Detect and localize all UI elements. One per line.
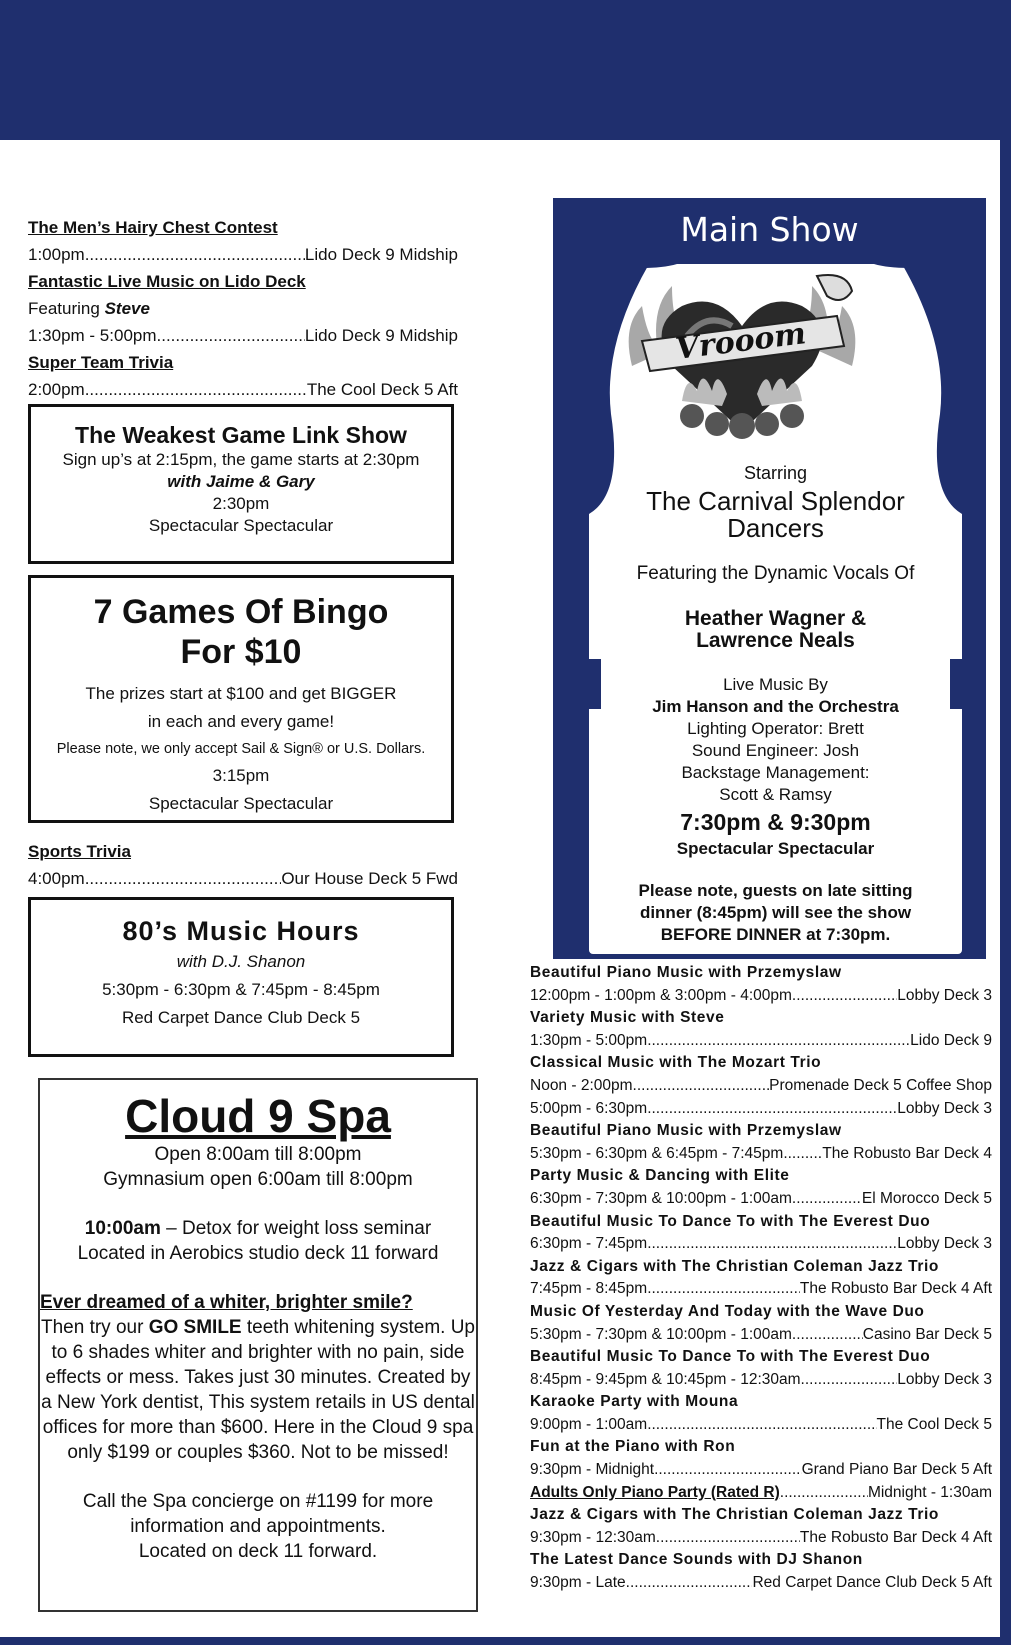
schedule-entry-title: Karaoke Party with Mouna — [530, 1393, 739, 1411]
schedule-entry-time: 7:45pm - 8:45pm — [530, 1280, 648, 1298]
schedule-entry-time: 9:00pm - 1:00am — [530, 1415, 648, 1433]
spa-call: Call the Spa concierge on #1199 for more information and appointments. — [82, 1491, 434, 1537]
schedule-entry-location: Red Carpet Dance Club Deck 5 Aft — [752, 1574, 992, 1592]
event-title: Super Team Trivia — [28, 353, 174, 372]
schedule-entry-time: 9:30pm - Midnight — [530, 1461, 655, 1479]
bingo-box — [28, 575, 454, 823]
dot-leader — [783, 1143, 822, 1166]
schedule-entry — [530, 1549, 992, 1594]
late-sitting-note-1: Please note, guests on late sitting — [638, 881, 913, 900]
event-live-music — [28, 268, 458, 349]
singers-line-1: Heather Wagner & — [684, 607, 867, 630]
music-80s-box — [28, 897, 454, 1057]
singers-line-2: Lawrence Neals — [696, 629, 855, 652]
weakest-time: 2:30pm — [212, 494, 270, 513]
schedule-entry-line — [530, 1030, 992, 1053]
schedule-entry-time: 9:30pm - Late — [530, 1574, 626, 1592]
dot-leader — [626, 1572, 753, 1595]
schedule-entry-title: Music Of Yesterday And Today with the Wave Duo — [530, 1302, 925, 1320]
schedule-entry-time: 6:30pm - 7:45pm — [530, 1235, 648, 1253]
sound-engineer: Sound Engineer: Josh — [691, 741, 860, 760]
schedule-entry-title: Fun at the Piano with Ron — [530, 1438, 736, 1456]
schedule-entry-location: Lobby Deck 3 — [897, 1370, 992, 1388]
event-title: Sports Trivia — [28, 842, 131, 861]
schedule-entry-line — [530, 1527, 992, 1550]
smile-promo — [40, 1315, 476, 1465]
event-time: 4:00pm — [28, 869, 85, 888]
schedule-entry — [530, 1052, 992, 1097]
schedule-entry-location: The Robusto Bar Deck 4 Aft — [799, 1528, 992, 1546]
smile-question: Ever dreamed of a whiter, brighter smile? — [40, 1292, 413, 1313]
featuring-prefix: Featuring — [28, 299, 100, 318]
bingo-title-1: 7 Games Of Bingo — [93, 593, 389, 631]
schedule-entry-time: Adults Only Piano Party (Rated R) — [530, 1483, 780, 1501]
spa-box — [38, 1078, 478, 1612]
bottom-edge-band — [0, 1637, 1011, 1645]
schedule-entry-line — [530, 1459, 992, 1482]
schedule-entry-time: 1:30pm - 5:00pm — [530, 1031, 648, 1049]
event-location: Lido Deck 9 Midship — [304, 245, 458, 264]
schedule-entry-time: 9:30pm - 12:30am — [530, 1528, 656, 1546]
seminar-location: Located in Aerobics studio deck 11 forward — [77, 1243, 439, 1264]
schedule-entry-location: Casino Bar Deck 5 — [862, 1325, 992, 1343]
dot-leader — [647, 1278, 800, 1301]
dot-leader — [85, 865, 282, 892]
event-title: Fantastic Live Music on Lido Deck — [28, 272, 306, 291]
backstage-label: Backstage Management: — [681, 763, 870, 782]
dot-leader — [633, 1075, 770, 1098]
gym-hours: Gymnasium open 6:00am till 8:00pm — [103, 1169, 413, 1190]
schedule-entry — [530, 1301, 992, 1346]
show-times: 7:30pm & 9:30pm — [680, 809, 871, 835]
music-80s-title: 80’s Music Hours — [122, 916, 360, 946]
bingo-location: Spectacular Spectacular — [148, 794, 334, 813]
schedule-entry-location: Lobby Deck 3 — [897, 986, 992, 1004]
dot-leader — [85, 241, 305, 268]
event-line — [28, 322, 458, 349]
lighting-operator: Lighting Operator: Brett — [687, 719, 864, 738]
seminar-line — [40, 1216, 476, 1241]
dot-leader — [792, 1324, 863, 1347]
schedule-entry — [530, 1504, 992, 1549]
promo-brand: GO SMILE — [148, 1317, 242, 1338]
bingo-title-2: For $10 — [180, 633, 302, 671]
schedule-entry-location: Lobby Deck 3 — [897, 1099, 992, 1117]
dot-leader — [656, 1527, 800, 1550]
event-line — [28, 376, 458, 403]
schedule-entry-title: Jazz & Cigars with The Christian Coleman Jazz Trio — [530, 1506, 939, 1524]
dot-leader — [647, 1030, 910, 1053]
schedule-entry-time: 12:00pm - 1:00pm & 3:00pm - 4:00pm — [530, 986, 792, 1004]
schedule-entry — [530, 1436, 992, 1481]
schedule-entry-line — [530, 1278, 992, 1301]
event-location: Our House Deck 5 Fwd — [281, 869, 458, 888]
weakest-hosts: with Jaime & Gary — [167, 472, 315, 491]
spa-title: Cloud 9 Spa — [125, 1090, 391, 1142]
schedule-entry-time: 5:30pm - 6:30pm & 6:45pm - 7:45pm — [530, 1144, 784, 1162]
weakest-location: Spectacular Spectacular — [148, 516, 334, 535]
schedule-entry — [530, 1098, 992, 1121]
right-edge-band — [1000, 0, 1011, 1645]
schedule-entry-line — [530, 1075, 992, 1098]
schedule-entry-time: 8:45pm - 9:45pm & 10:45pm - 12:30am — [530, 1370, 801, 1388]
dot-leader — [801, 1369, 898, 1392]
schedule-entry-line — [530, 1414, 992, 1437]
orchestra-name: Jim Hanson and the Orchestra — [652, 697, 899, 716]
late-sitting-note-3: BEFORE DINNER at 7:30pm. — [660, 925, 891, 944]
schedule-entry-line — [530, 1369, 992, 1392]
weakest-signup: Sign up’s at 2:15pm, the game starts at 2:30pm — [62, 450, 420, 469]
event-location: The Cool Deck 5 Aft — [306, 380, 458, 399]
dancers-line-2: Dancers — [727, 513, 824, 543]
music-80s-times: 5:30pm - 6:30pm & 7:45pm - 8:45pm — [102, 980, 380, 999]
weakest-link-box — [28, 404, 454, 564]
right-schedule — [530, 962, 992, 1595]
event-line — [28, 241, 458, 268]
schedule-entry-line — [530, 1098, 992, 1121]
left-schedule — [28, 214, 458, 403]
dot-leader — [85, 376, 307, 403]
schedule-entry-line — [530, 1143, 992, 1166]
schedule-entry-title: Jazz & Cigars with The Christian Coleman Jazz Trio — [530, 1257, 939, 1275]
spa-located: Located on deck 11 forward. — [138, 1541, 378, 1562]
dot-leader — [792, 1188, 862, 1211]
schedule-entry-title: Classical Music with The Mozart Trio — [530, 1054, 822, 1072]
schedule-entry — [530, 1346, 992, 1391]
schedule-entry — [530, 962, 992, 1007]
vrooom-logo-text: Vrooom — [673, 316, 808, 367]
seminar-text: – Detox for weight loss seminar — [160, 1218, 432, 1239]
starring-label: Starring — [743, 463, 808, 483]
featuring-line — [28, 295, 458, 322]
event-line — [28, 865, 458, 892]
schedule-entry-title: Variety Music with Steve — [530, 1009, 725, 1027]
event-team-trivia — [28, 349, 458, 403]
schedule-entry — [530, 1211, 992, 1256]
late-sitting-note-2: dinner (8:45pm) will see the show — [639, 903, 912, 922]
schedule-entry-location: Lobby Deck 3 — [897, 1235, 992, 1253]
show-venue: Spectacular Spectacular — [676, 839, 875, 858]
main-show-heading: Main Show — [680, 210, 859, 249]
schedule-entry-title: Beautiful Piano Music with Przemyslaw — [530, 1122, 842, 1140]
live-music-label: Live Music By — [723, 675, 828, 694]
schedule-entry — [530, 1120, 992, 1165]
schedule-entry-line — [530, 1188, 992, 1211]
seminar-time: 10:00am — [84, 1218, 161, 1239]
dot-leader — [654, 1459, 802, 1482]
event-location: Lido Deck 9 Midship — [304, 326, 458, 345]
event-hairy-chest — [28, 214, 458, 268]
schedule-entry-time: 6:30pm - 7:30pm & 10:00pm - 1:00am — [530, 1189, 792, 1207]
schedule-entry — [530, 1482, 992, 1505]
dot-leader — [647, 1098, 897, 1121]
schedule-entry-location: Lido Deck 9 — [910, 1031, 992, 1049]
schedule-entry-location: Grand Piano Bar Deck 5 Aft — [801, 1461, 992, 1479]
schedule-entry-time: 5:30pm - 7:30pm & 10:00pm - 1:00am — [530, 1325, 792, 1343]
schedule-entry — [530, 1391, 992, 1436]
schedule-entry-location: Promenade Deck 5 Coffee Shop — [769, 1076, 992, 1094]
music-80s-location: Red Carpet Dance Club Deck 5 — [121, 1008, 361, 1027]
bingo-every-game: in each and every game! — [147, 712, 335, 731]
schedule-entry-title: The Latest Dance Sounds with DJ Shanon — [530, 1551, 863, 1569]
spa-hours: Open 8:00am till 8:00pm — [154, 1144, 362, 1165]
schedule-entry-location: El Morocco Deck 5 — [861, 1189, 992, 1207]
music-80s-host: with D.J. Shanon — [176, 952, 306, 971]
schedule-entry-location: The Robusto Bar Deck 4 Aft — [799, 1280, 992, 1298]
vrooom-heart-logo — [612, 266, 872, 446]
promo-lead: Then try our — [40, 1317, 149, 1338]
header-band — [0, 0, 1000, 140]
schedule-entry-location: The Robusto Bar Deck 4 — [822, 1144, 992, 1162]
dot-leader — [647, 1414, 876, 1437]
schedule-entry-title: Beautiful Music To Dance To with The Everest Duo — [530, 1212, 931, 1230]
bingo-prizes: The prizes start at $100 and get BIGGER — [85, 684, 397, 703]
schedule-entry — [530, 1256, 992, 1301]
event-time: 1:30pm - 5:00pm — [28, 326, 157, 345]
schedule-entry-time: 5:00pm - 6:30pm — [530, 1099, 648, 1117]
bingo-payment-note: Please note, we only accept Sail & Sign® or U.S. Dollars. — [56, 741, 426, 757]
schedule-entry-title: Beautiful Music To Dance To with The Everest Duo — [530, 1348, 931, 1366]
dot-leader — [792, 985, 897, 1008]
event-sports-trivia — [28, 838, 458, 892]
dot-leader — [780, 1482, 868, 1505]
schedule-entry-title: Beautiful Piano Music with Przemyslaw — [530, 964, 842, 981]
schedule-entry-line — [530, 1572, 992, 1595]
schedule-entry — [530, 1007, 992, 1052]
event-title: The Men’s Hairy Chest Contest — [28, 218, 278, 237]
schedule-entry-line — [530, 985, 992, 1008]
bingo-time: 3:15pm — [212, 766, 270, 785]
schedule-entry-time: Noon - 2:00pm — [530, 1076, 633, 1094]
event-time: 1:00pm — [28, 245, 85, 264]
dot-leader — [157, 322, 305, 349]
featuring-label: Featuring the Dynamic Vocals Of — [636, 563, 915, 584]
promo-body: teeth whitening system. Up to 6 shades whiter and brighter with no pain, side effects or mess. Takes just 30 minutes. Created by a New York dentist, This system retails in US dental offices for more than $600. Here in the Cloud 9 spa only $199 or couples $360. Not to be missed! — [41, 1317, 475, 1463]
schedule-entry-location: Midnight - 1:30am — [867, 1483, 992, 1501]
schedule-entry-location: The Cool Deck 5 — [876, 1415, 992, 1433]
schedule-entry — [530, 1165, 992, 1210]
schedule-entry-line — [530, 1482, 992, 1505]
weakest-title: The Weakest Game Link Show — [75, 422, 407, 448]
schedule-entry-line — [530, 1233, 992, 1256]
backstage-names: Scott & Ramsy — [719, 785, 832, 804]
schedule-entry-line — [530, 1324, 992, 1347]
dancers-line-1: The Carnival Splendor — [646, 486, 905, 516]
schedule-entry-title: Party Music & Dancing with Elite — [530, 1167, 790, 1185]
dot-leader — [647, 1233, 897, 1256]
featuring-name: Steve — [104, 299, 150, 318]
event-time: 2:00pm — [28, 380, 85, 399]
